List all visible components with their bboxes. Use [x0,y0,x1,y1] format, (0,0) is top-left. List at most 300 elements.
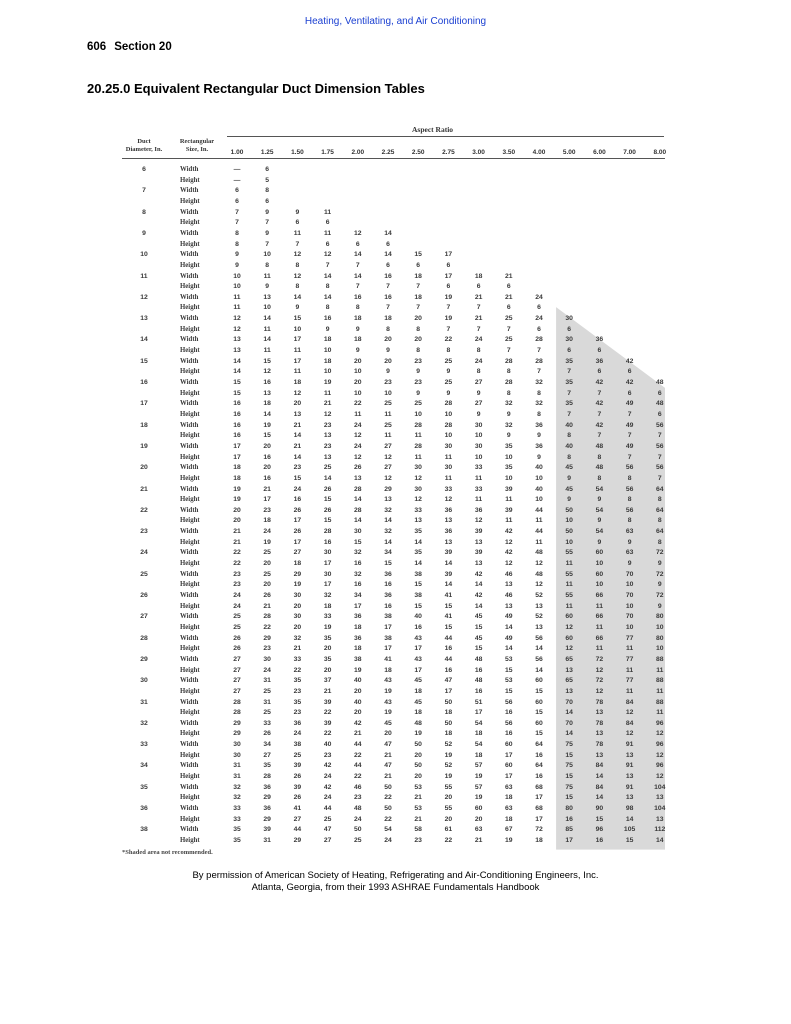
table-cell: 11 [475,474,483,482]
table-cell: 49 [505,613,513,621]
table-cell: 13 [384,496,392,504]
duct-diameter-cell: 30 [140,677,148,685]
table-cell: 68 [535,783,543,791]
table-cell: 10 [595,560,604,568]
credit-line-1: By permission of American Society of Heating, Refrigerating and Air-Conditioning Engineers, Inc. [192,870,599,881]
table-cell: 29 [293,836,302,844]
table-cell: 96 [656,719,664,727]
table-cell: 16 [535,773,543,781]
table-cell: 42 [595,421,604,429]
table-cell: 70 [565,698,573,706]
table-cell: 16 [474,666,483,674]
table-cell: 11 [384,410,392,418]
table-row [122,241,665,249]
table-cell: 25 [323,464,332,472]
table-cell: 84 [595,783,604,791]
table-row [122,390,665,398]
table-cell: 14 [474,602,483,610]
table-cell: 24 [233,592,241,599]
table-cell: 12 [565,645,573,653]
table-cell: 19 [354,666,362,674]
table-row [122,528,665,536]
table-cell: 40 [323,741,332,749]
table-cell: 22 [354,773,362,781]
table-cell: 13 [263,293,271,301]
table-cell: 47 [384,762,392,770]
table-cell: 78 [595,698,604,706]
table-cell: 53 [414,783,422,791]
table-cell: 42 [505,528,513,536]
table-cell: 20 [414,773,422,781]
table-cell: 5 [265,176,270,184]
table-cell: 6 [537,325,541,333]
height-label: Height [180,623,200,631]
table-cell: 50 [565,506,573,514]
table-cell: 29 [233,719,241,727]
height-label: Height [180,197,200,205]
table-cell: 36 [263,805,271,812]
table-cell: 96 [595,826,604,834]
table-cell: 9 [235,251,239,259]
table-cell: 19 [384,687,392,695]
table-cell: 16 [384,272,392,280]
table-cell: 7 [567,410,572,418]
table-cell: 26 [233,645,241,653]
table-cell: 28 [414,421,422,429]
table-row [122,283,665,291]
height-label: Height [180,560,200,568]
table-cell: 16 [595,836,604,844]
width-label: Width [180,251,199,259]
table-cell: 27 [474,400,483,408]
table-cell: 65 [565,677,573,685]
table-cell: 32 [354,570,362,578]
width-label: Width [180,464,199,472]
table-cell: 15 [505,666,513,674]
table-cell: 55 [565,592,573,599]
table-row [122,251,665,259]
table-row [122,539,665,547]
height-label: Height [180,325,200,333]
table-cell: 8 [235,240,239,248]
table-cell: 13 [656,794,664,802]
table-cell: 6 [446,261,451,269]
table-cell: 7 [597,432,602,440]
table-cell: 11 [233,293,241,301]
table-cell: 60 [565,634,573,642]
table-cell: 9 [506,432,511,440]
table-row [122,603,665,611]
table-row [122,304,665,312]
table-cell: 9 [265,208,270,216]
height-label: Height [180,389,200,397]
table-cell: 35 [323,655,332,663]
table-cell: 15 [263,432,271,440]
table-cell: 10 [595,581,604,589]
table-cell: 53 [505,677,513,685]
table-cell: 17 [444,687,453,695]
ratio-header: 2.25 [381,149,395,156]
table-cell: 42 [323,783,332,791]
table-cell: 25 [444,379,453,386]
table-cell: 6 [235,197,239,205]
table-cell: 7 [355,283,360,291]
table-row [122,816,665,824]
aspect-ratio-rule [227,136,664,137]
table-cell: 26 [233,634,241,642]
table-cell: 53 [505,655,513,663]
height-label: Height [180,687,200,695]
table-cell: 60 [595,570,604,578]
table-cell: 11 [626,666,634,674]
table-cell: 13 [233,336,241,344]
table-cell: 22 [233,560,241,568]
duct-diameter-cell: 9 [142,229,146,237]
table-cell: 23 [293,687,302,695]
table-cell: 14 [474,581,483,589]
table-cell: 6 [627,368,632,376]
table-cell: 30 [565,336,573,344]
table-cell: 49 [505,634,513,642]
table-cell: 8 [597,453,602,461]
table-cell: 10 [444,410,453,418]
table-row [122,230,665,238]
table-cell: 13 [474,560,483,568]
table-cell: 24 [384,836,392,844]
page-label [87,41,172,53]
width-label: Width [180,613,199,621]
duct-diameter-cell: 18 [140,421,148,429]
table-cell: 54 [595,506,604,514]
table-row [122,432,665,440]
table-cell: 42 [625,357,634,365]
table-cell: 7 [476,325,481,333]
table-cell: 14 [233,357,241,365]
table-cell: 20 [474,815,483,823]
table-cell: 28 [233,709,241,717]
table-cell: 47 [384,741,392,749]
table-cell: 13 [535,602,543,610]
table-cell: 8 [597,474,602,482]
table-cell: 11 [414,432,422,440]
table-cell: 13 [444,538,453,546]
width-label: Width [180,208,199,216]
table-row [122,464,665,472]
table-cell: 63 [474,826,483,834]
table-row [122,549,665,557]
table-cell: 39 [444,570,453,578]
table-cell: 64 [656,506,664,514]
table-cell: 35 [505,464,513,472]
table-cell: 35 [505,442,513,450]
table-cell: 35 [565,379,573,386]
table-cell: 16 [293,496,302,504]
table-cell: 20 [354,357,362,365]
table-cell: 12 [414,496,422,504]
table-cell: 6 [446,283,451,291]
table-cell: 17 [414,645,422,653]
table-cell: 28 [535,336,543,344]
table-cell: 14 [354,496,362,504]
table-cell: 14 [354,272,362,280]
table-cell: 17 [233,442,241,450]
width-label: Width [180,357,199,365]
table-cell: 44 [354,762,362,770]
table-cell: 11 [595,602,603,610]
width-label: Width [180,442,199,450]
table-cell: 26 [354,464,362,472]
table-cell: 13 [444,517,453,525]
table-cell: 20 [354,709,362,717]
table-cell: 19 [474,773,483,781]
table-cell: 39 [323,698,332,706]
table-cell: 8 [295,283,300,291]
table-cell: 9 [295,208,300,216]
table-cell: 9 [416,389,421,397]
table-cell: 17 [384,623,392,631]
table-cell: 49 [625,442,634,450]
duct-diameter-cell: 27 [140,613,148,621]
table-cell: 19 [414,730,422,738]
table-cell: 18 [354,645,362,653]
table-row [122,496,665,504]
table-cell: 9 [567,496,572,504]
table-cell: 9 [476,389,481,397]
table-row [122,645,665,653]
table-row [122,720,665,728]
table-cell: 12 [293,389,302,397]
table-cell: 16 [384,602,392,610]
table-cell: 9 [235,261,239,269]
table-cell: 30 [474,421,483,429]
table-cell: 42 [354,719,362,727]
table-row [122,581,665,589]
table-cell: 13 [474,538,483,546]
table-cell: 48 [595,464,604,472]
table-cell: 42 [474,570,483,578]
table-cell: 7 [597,410,602,418]
table-cell: 18 [474,272,483,280]
table-cell: 70 [625,592,634,599]
table-cell: 20 [263,442,271,450]
table-cell: 17 [263,496,271,504]
table-cell: 30 [474,442,483,450]
table-row [122,336,665,344]
table-cell: 31 [263,698,271,706]
table-cell: 11 [444,453,452,461]
table-cell: 15 [535,687,543,695]
table-cell: 12 [625,709,634,717]
table-cell: 21 [323,687,332,695]
table-cell: 10 [233,283,241,291]
table-cell: 44 [323,805,332,812]
table-cell: 104 [654,805,666,812]
table-row [122,166,665,174]
table-cell: 19 [444,315,453,323]
table-cell: 11 [535,538,543,546]
table-cell: 7 [657,474,662,482]
table-row [122,507,665,515]
table-cell: 36 [293,719,302,727]
table-cell: 15 [535,709,543,717]
credit-line-2: Atlanta, Georgia, from their 1993 ASHRAE Fundamentals Handbook [251,882,540,893]
table-cell: 15 [625,836,634,844]
table-cell: 10 [474,432,483,440]
table-row [122,560,665,568]
table-cell: 16 [323,315,332,323]
table-cell: 60 [535,719,543,727]
table-row [122,422,665,430]
table-cell: 27 [384,442,392,450]
table-cell: 40 [565,421,573,429]
table-cell: 25 [263,709,271,717]
table-cell: 49 [625,421,634,429]
duct-diameter-cell: 21 [140,485,148,493]
table-cell: 33 [474,485,483,493]
height-label: Height [180,240,200,248]
table-cell: 15 [293,474,302,482]
table-row [122,315,665,323]
table-cell: — [233,176,241,184]
table-cell: 50 [414,762,422,770]
table-cell: 8 [657,538,662,546]
table-cell: 11 [626,687,634,695]
table-cell: 98 [625,805,634,812]
table-cell: 16 [505,709,513,717]
table-cell: 84 [625,698,634,706]
table-cell: 28 [414,442,422,450]
table-cell: 6 [325,219,330,227]
table-cell: 12 [293,251,302,259]
width-label: Width [180,187,199,195]
table-cell: 15 [535,730,543,738]
table-cell: 37 [323,677,332,685]
table-cell: 25 [233,613,241,621]
table-cell: 12 [595,666,604,674]
table-cell: 35 [323,634,332,642]
table-cell: 12 [505,560,513,568]
table-cell: 18 [293,379,302,386]
table-cell: 12 [414,474,422,482]
table-cell: 36 [474,506,483,514]
table-cell: 14 [595,794,604,802]
table-cell: 12 [323,410,332,418]
table-cell: 67 [505,826,513,834]
table-cell: 8 [627,517,632,525]
table-cell: 7 [567,389,572,397]
table-cell: 48 [595,442,604,450]
table-cell: 29 [263,634,271,642]
table-cell: 6 [567,325,572,333]
table-cell: 8 [416,325,421,333]
duct-diameter-cell: 36 [140,805,148,812]
table-cell: 57 [474,762,483,770]
table-cell: 40 [535,464,543,472]
table-cell: 8 [295,261,300,269]
table-cell: 14 [565,709,573,717]
table-cell: 30 [444,442,453,450]
table-cell: 9 [355,347,360,355]
table-cell: 21 [384,773,392,781]
table-cell: 78 [595,741,604,749]
table-cell: 12 [656,773,664,781]
table-cell: 50 [384,805,392,812]
table-cell: 10 [354,368,362,376]
table-cell: 14 [444,581,453,589]
table-cell: 11 [535,517,543,525]
table-cell: 35 [233,836,241,844]
table-cell: 28 [233,698,241,706]
table-cell: 45 [414,677,422,685]
table-cell: 18 [535,836,543,844]
table-cell: 21 [293,421,302,429]
table-cell: 22 [293,666,302,674]
table-cell: 12 [444,496,453,504]
table-cell: 23 [263,645,271,653]
table-cell: 38 [384,634,392,642]
table-cell: 14 [263,410,271,418]
table-cell: 27 [233,687,241,695]
table-cell: 50 [444,698,453,706]
table-row [122,826,665,834]
table-cell: 27 [384,464,392,472]
table-cell: 7 [657,432,662,440]
height-label: Height [180,773,200,781]
duct-diameter-cell: 25 [140,570,148,578]
table-cell: 56 [656,421,664,429]
width-label: Width [180,400,199,408]
table-cell: 10 [505,453,513,461]
table-cell: 6 [265,197,270,205]
height-label: Height [180,815,200,823]
table-cell: 21 [233,528,241,536]
table-cell: 77 [625,634,634,642]
table-cell: 10 [263,304,271,312]
table-cell: 21 [505,293,513,301]
table-cell: 14 [656,836,664,844]
table-cell: 70 [625,613,634,621]
table-cell: 18 [474,730,483,738]
table-cell: 15 [233,379,241,386]
table-cell: 68 [535,805,543,812]
table-cell: 11 [626,645,634,653]
duct-diameter-cell: 19 [140,442,148,450]
table-cell: 14 [323,474,332,482]
table-cell: 64 [656,528,664,536]
table-row [122,709,665,717]
table-cell: 8 [386,325,390,333]
table-cell: 32 [293,634,302,642]
table-cell: 28 [354,506,362,514]
table-row [122,379,665,387]
credit [0,870,791,894]
page-number: 606 [87,41,107,53]
table-cell: 33 [293,655,302,663]
table-cell: 22 [444,336,453,344]
table-cell: 7 [235,208,239,216]
table-cell: 16 [263,474,271,482]
table-cell: 24 [233,602,241,610]
table-cell: 22 [263,623,271,631]
table-cell: 29 [233,730,241,738]
table-cell: 77 [625,677,634,685]
table-cell: 18 [233,474,241,482]
table-cell: 24 [323,794,332,802]
table-cell: 6 [265,166,270,173]
table-cell: 8 [325,283,330,291]
table-cell: 42 [505,549,513,557]
table-cell: 14 [323,272,332,280]
